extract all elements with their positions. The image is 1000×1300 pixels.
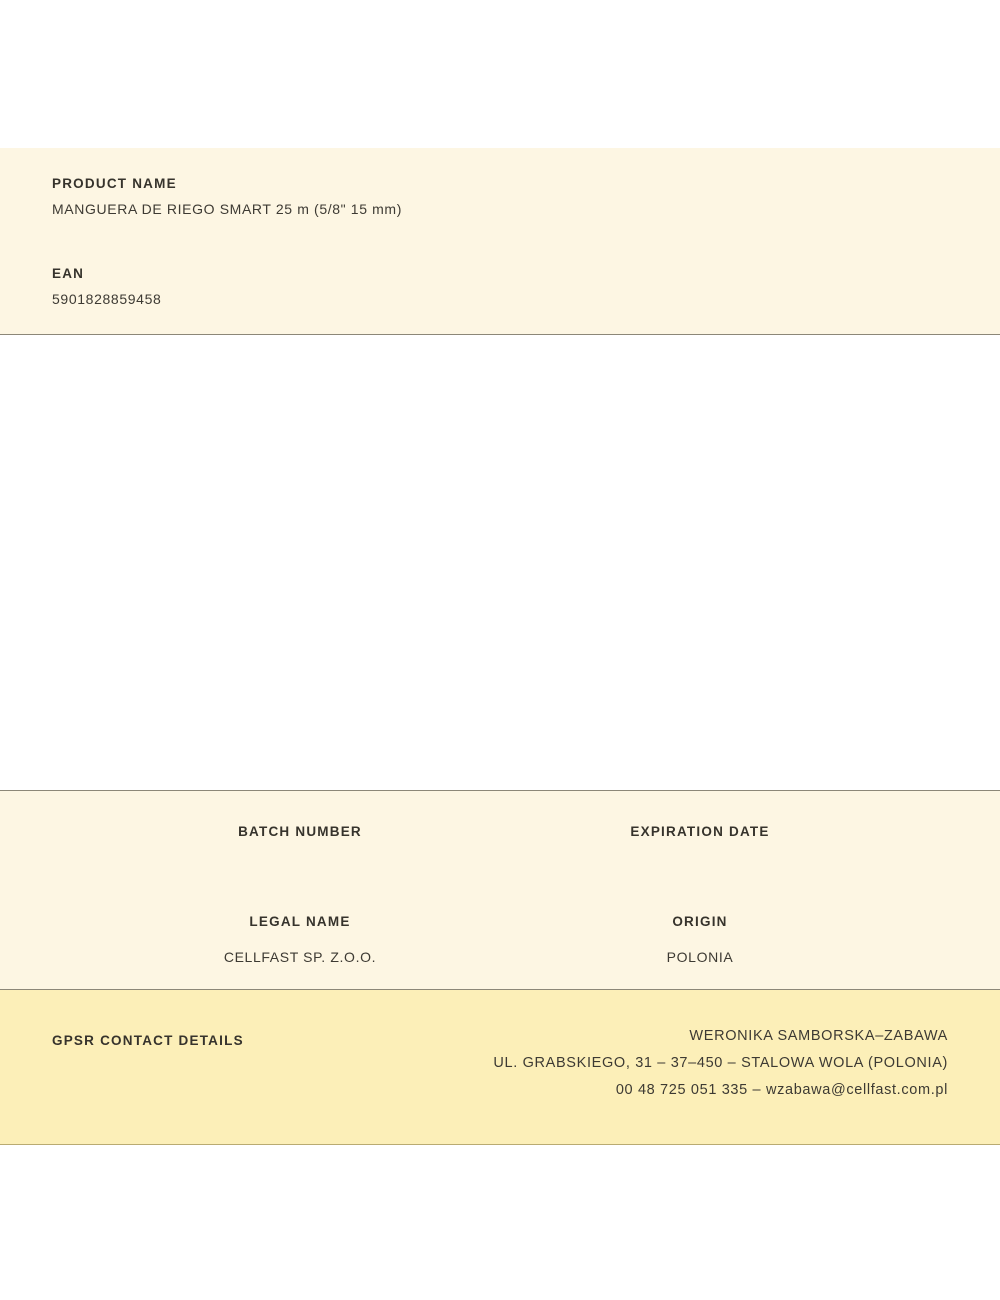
blank-middle-area [0,335,1000,790]
batch-and-legal-section [0,790,1000,990]
origin-field [570,914,830,965]
product-name-field [52,176,402,217]
gpsr-contact-lines [493,1023,948,1103]
batch-number-field [170,824,430,875]
gpsr-contact-section [0,990,1000,1145]
batch-number-value [170,859,430,875]
ean-value: 5901828859458 [52,291,162,307]
origin-label: ORIGIN [672,914,728,929]
legal-name-value: CELLFAST SP. Z.O.O. [223,949,377,965]
gpsr-contact-phone-email: 00 48 725 051 335 – wzabawa@cellfast.com.pl [615,1081,948,1098]
origin-value: POLONIA [666,949,734,965]
legal-name-label: LEGAL NAME [249,914,351,929]
ean-label: EAN [52,266,85,281]
product-name-value: MANGUERA DE RIEGO SMART 25 m (5/8" 15 mm) [52,201,403,217]
gpsr-contact-person: WERONIKA SAMBORSKA–ZABAWA [689,1028,948,1044]
blank-bottom-area [0,1145,1000,1300]
legal-name-field [170,914,430,965]
gpsr-contact-address: UL. GRABSKIEGO, 31 – 37–450 – STALOWA WOLA (POLONIA) [493,1054,948,1071]
expiration-date-field [570,824,830,875]
expiration-date-label: EXPIRATION DATE [630,824,770,839]
ean-field [52,266,161,307]
expiration-date-value [570,859,830,875]
gpsr-contact-label: GPSR CONTACT DETAILS [52,1033,244,1048]
batch-number-label: BATCH NUMBER [238,824,362,839]
product-identification-section [0,148,1000,335]
product-name-label: PRODUCT NAME [52,176,177,191]
